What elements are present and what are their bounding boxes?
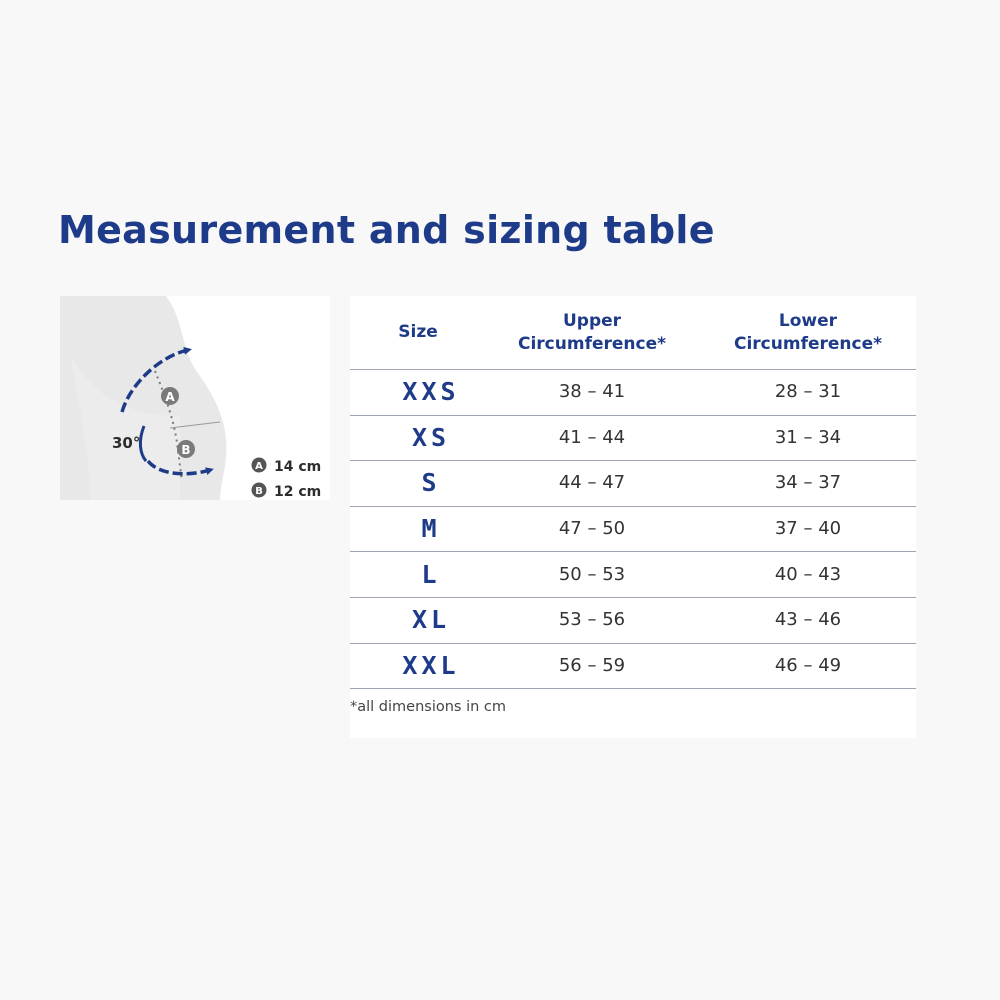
table-bottom-rule [350,688,916,690]
size-label: XL [411,605,451,635]
table-row [350,643,916,689]
svg-text:B: B [181,443,191,457]
size-label: M [421,514,441,544]
lower-value: 34 – 37 [774,472,842,494]
table-row [350,415,916,461]
upper-value: 53 – 56 [558,609,626,631]
size-label: L [421,559,441,589]
angle-label: 30° [112,434,141,452]
size-label: XXS [402,377,460,407]
lower-value: 28 – 31 [774,381,842,403]
lower-value: 31 – 34 [774,426,842,448]
header-upper-circumference: Upper Circumference* [517,310,667,354]
svg-text:14 cm: 14 cm [274,459,322,475]
size-label: S [421,468,441,498]
lower-value: 43 – 46 [774,609,842,631]
table-row [350,506,916,552]
svg-text:A: A [255,461,263,472]
upper-value: 50 – 53 [558,563,626,585]
upper-value: 41 – 44 [558,426,626,448]
header-lower-circumference: Lower Circumference* [733,310,883,354]
upper-value: 44 – 47 [558,472,626,494]
lower-value: 46 – 49 [774,654,842,676]
table-row [350,597,916,643]
upper-value: 47 – 50 [558,518,626,540]
footnote: *all dimensions in cm [350,699,507,715]
size-label: XXL [402,650,460,680]
table-row [350,460,916,506]
table-row [350,551,916,597]
table-row [350,369,916,415]
knee-measurement-diagram [60,296,330,500]
upper-value: 38 – 41 [558,381,626,403]
size-label: XS [411,422,451,452]
lower-value: 40 – 43 [774,563,842,585]
sizing-table [350,296,916,738]
header-size: Size [398,322,438,342]
svg-text:12 cm: 12 cm [274,484,322,500]
svg-text:A: A [165,390,175,404]
svg-text:B: B [255,486,263,497]
upper-value: 56 – 59 [558,654,626,676]
lower-value: 37 – 40 [774,518,842,540]
page-title: Measurement and sizing table [58,208,715,252]
